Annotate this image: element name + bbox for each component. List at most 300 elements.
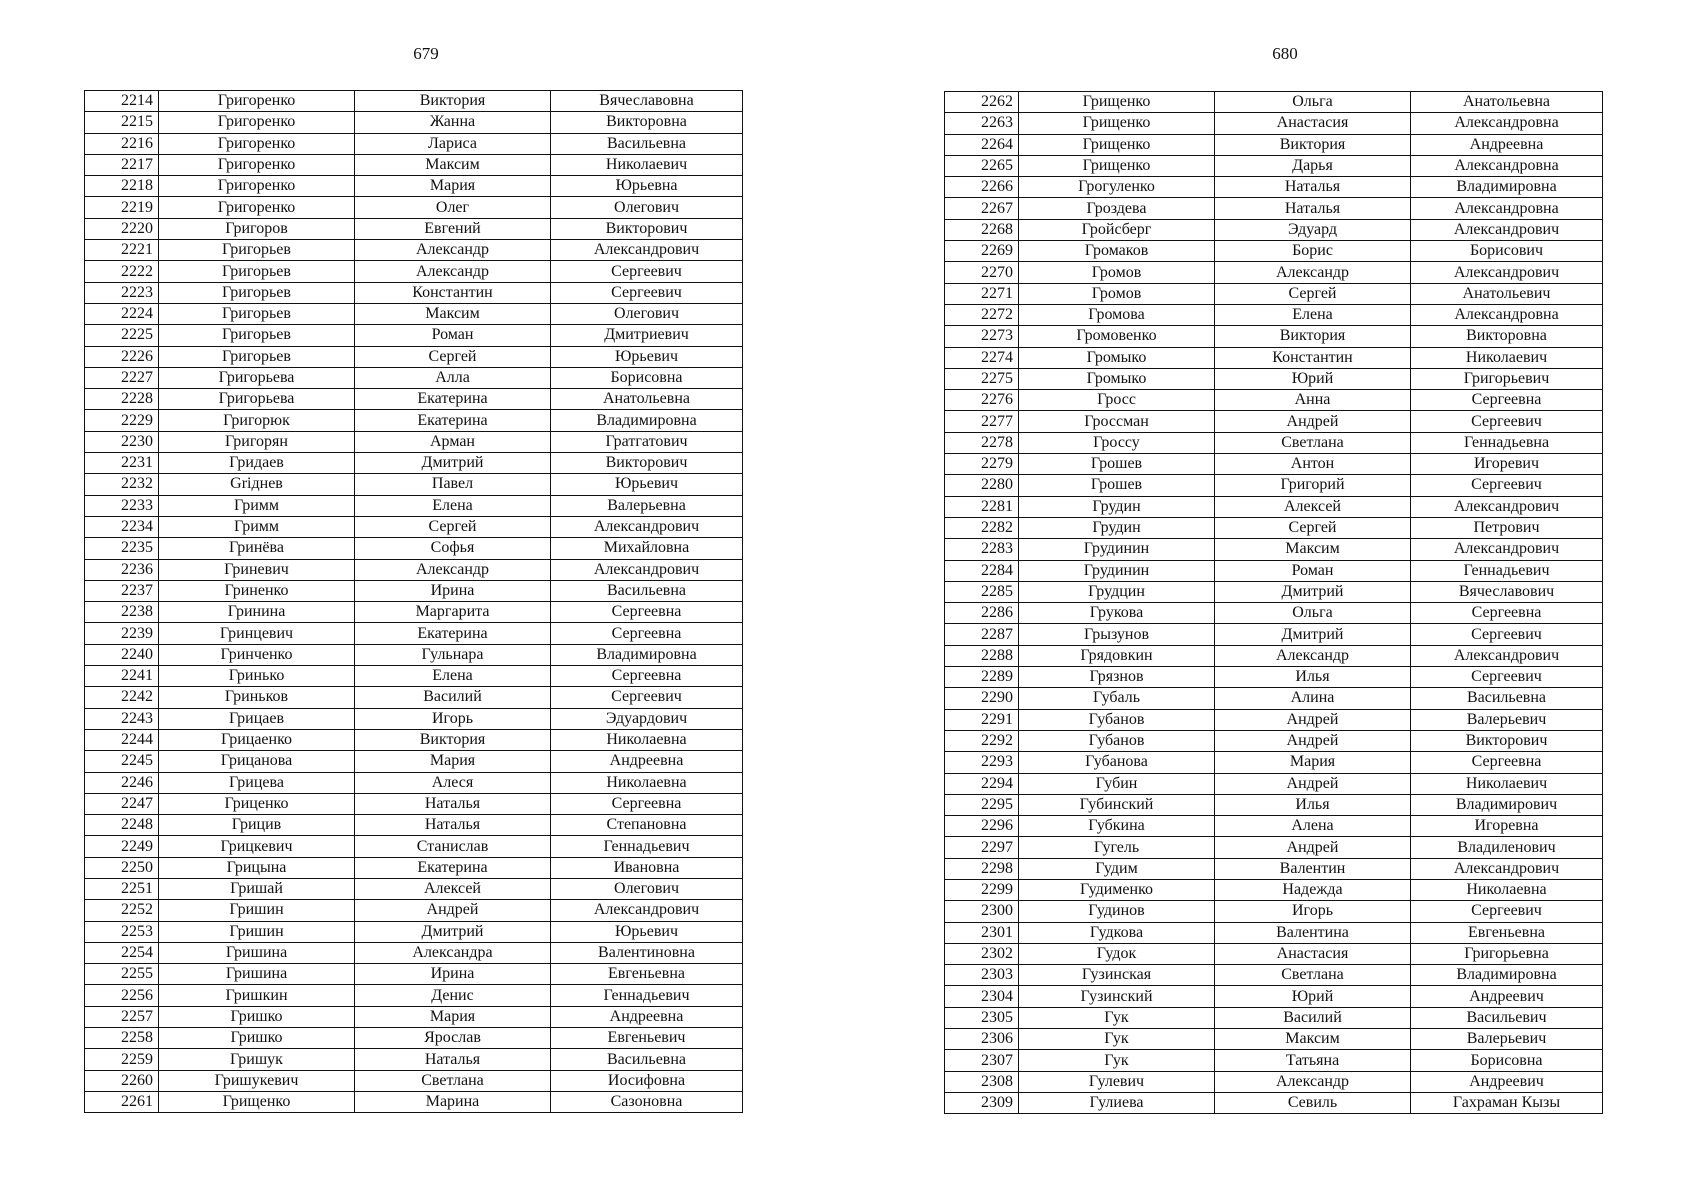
surname-cell: Грошев xyxy=(1019,454,1215,475)
surname-cell: Гринько xyxy=(159,666,355,687)
row-number-cell: 2214 xyxy=(85,91,159,112)
row-number-cell: 2251 xyxy=(85,878,159,899)
first-name-cell: Виктория xyxy=(355,729,551,750)
first-name-cell: Константин xyxy=(1215,347,1411,368)
patronymic-cell: Александрович xyxy=(551,240,743,261)
row-number-cell: 2269 xyxy=(945,241,1019,262)
first-name-cell: Наталья xyxy=(1215,177,1411,198)
table-row xyxy=(85,964,743,985)
row-number-cell: 2277 xyxy=(945,411,1019,432)
names-table-right xyxy=(944,91,1603,1114)
surname-cell: Григоров xyxy=(159,218,355,239)
surname-cell: Гришкин xyxy=(159,985,355,1006)
first-name-cell: Андрей xyxy=(1215,837,1411,858)
patronymic-cell: Валерьевна xyxy=(551,495,743,516)
table-row xyxy=(945,794,1603,815)
patronymic-cell: Викторович xyxy=(551,218,743,239)
row-number-cell: 2291 xyxy=(945,709,1019,730)
row-number-cell: 2245 xyxy=(85,751,159,772)
first-name-cell: Денис xyxy=(355,985,551,1006)
patronymic-cell: Александрович xyxy=(551,900,743,921)
table-row xyxy=(85,197,743,218)
row-number-cell: 2257 xyxy=(85,1006,159,1027)
patronymic-cell: Дмитриевич xyxy=(551,325,743,346)
table-row xyxy=(85,303,743,324)
row-number-cell: 2229 xyxy=(85,410,159,431)
first-name-cell: Ирина xyxy=(355,964,551,985)
first-name-cell: Софья xyxy=(355,538,551,559)
first-name-cell: Андрей xyxy=(1215,411,1411,432)
table-row xyxy=(945,986,1603,1007)
surname-cell: Грукова xyxy=(1019,603,1215,624)
table-row xyxy=(945,730,1603,751)
row-number-cell: 2271 xyxy=(945,283,1019,304)
patronymic-cell: Александрович xyxy=(1411,262,1603,283)
row-number-cell: 2302 xyxy=(945,943,1019,964)
patronymic-cell: Александрович xyxy=(551,516,743,537)
page-number-left: 679 xyxy=(413,44,439,63)
table-row xyxy=(945,454,1603,475)
table-row xyxy=(85,240,743,261)
first-name-cell: Андрей xyxy=(1215,709,1411,730)
table-row xyxy=(945,177,1603,198)
row-number-cell: 2218 xyxy=(85,176,159,197)
row-number-cell: 2240 xyxy=(85,644,159,665)
first-name-cell: Илья xyxy=(1215,667,1411,688)
patronymic-cell: Олегович xyxy=(551,878,743,899)
patronymic-cell: Петрович xyxy=(1411,517,1603,538)
row-number-cell: 2243 xyxy=(85,708,159,729)
patronymic-cell: Гахраман Кызы xyxy=(1411,1092,1603,1113)
first-name-cell: Светлана xyxy=(1215,965,1411,986)
patronymic-cell: Олегович xyxy=(551,197,743,218)
patronymic-cell: Сергеевна xyxy=(1411,603,1603,624)
surname-cell: Губаль xyxy=(1019,688,1215,709)
first-name-cell: Дмитрий xyxy=(1215,624,1411,645)
surname-cell: Гроссман xyxy=(1019,411,1215,432)
surname-cell: Громовенко xyxy=(1019,326,1215,347)
table-row xyxy=(945,922,1603,943)
first-name-cell: Юрий xyxy=(1215,368,1411,389)
surname-cell: Грищенко xyxy=(1019,155,1215,176)
table-body-right xyxy=(945,92,1603,1114)
row-number-cell: 2220 xyxy=(85,218,159,239)
row-number-cell: 2236 xyxy=(85,559,159,580)
surname-cell: Griднев xyxy=(159,474,355,495)
row-number-cell: 2224 xyxy=(85,303,159,324)
patronymic-cell: Александровна xyxy=(1411,155,1603,176)
patronymic-cell: Геннадьевич xyxy=(1411,560,1603,581)
first-name-cell: Виктория xyxy=(355,91,551,112)
row-number-cell: 2215 xyxy=(85,112,159,133)
first-name-cell: Игорь xyxy=(355,708,551,729)
patronymic-cell: Ивановна xyxy=(551,857,743,878)
table-row xyxy=(945,432,1603,453)
table-row xyxy=(945,113,1603,134)
row-number-cell: 2222 xyxy=(85,261,159,282)
row-number-cell: 2225 xyxy=(85,325,159,346)
first-name-cell: Валентин xyxy=(1215,858,1411,879)
patronymic-cell: Валентиновна xyxy=(551,942,743,963)
first-name-cell: Мария xyxy=(355,176,551,197)
surname-cell: Григоренко xyxy=(159,112,355,133)
first-name-cell: Андрей xyxy=(1215,773,1411,794)
table-row xyxy=(85,474,743,495)
surname-cell: Грызунов xyxy=(1019,624,1215,645)
patronymic-cell: Сергеевна xyxy=(551,666,743,687)
patronymic-cell: Борисовна xyxy=(1411,1050,1603,1071)
table-row xyxy=(85,133,743,154)
surname-cell: Грудинин xyxy=(1019,539,1215,560)
table-row xyxy=(85,154,743,175)
table-row xyxy=(945,1029,1603,1050)
patronymic-cell: Вячеславович xyxy=(1411,581,1603,602)
row-number-cell: 2295 xyxy=(945,794,1019,815)
surname-cell: Гримм xyxy=(159,516,355,537)
table-row xyxy=(945,1007,1603,1028)
table-row xyxy=(85,878,743,899)
surname-cell: Грищенко xyxy=(159,1091,355,1112)
first-name-cell: Сергей xyxy=(355,346,551,367)
surname-cell: Грудин xyxy=(1019,517,1215,538)
row-number-cell: 2305 xyxy=(945,1007,1019,1028)
row-number-cell: 2288 xyxy=(945,645,1019,666)
patronymic-cell: Викторович xyxy=(1411,730,1603,751)
surname-cell: Григорьев xyxy=(159,282,355,303)
table-row xyxy=(85,687,743,708)
table-body-left xyxy=(85,91,743,1113)
table-row xyxy=(945,560,1603,581)
first-name-cell: Александр xyxy=(1215,1071,1411,1092)
first-name-cell: Григорий xyxy=(1215,475,1411,496)
first-name-cell: Алексей xyxy=(355,878,551,899)
first-name-cell: Анастасия xyxy=(1215,943,1411,964)
table-row xyxy=(945,965,1603,986)
row-number-cell: 2231 xyxy=(85,453,159,474)
row-number-cell: 2279 xyxy=(945,454,1019,475)
table-row xyxy=(85,389,743,410)
patronymic-cell: Игоревна xyxy=(1411,816,1603,837)
patronymic-cell: Григорьевна xyxy=(1411,943,1603,964)
table-row xyxy=(85,538,743,559)
table-row xyxy=(85,1070,743,1091)
patronymic-cell: Сергеевич xyxy=(551,687,743,708)
table-row xyxy=(945,879,1603,900)
row-number-cell: 2292 xyxy=(945,730,1019,751)
table-row xyxy=(85,91,743,112)
surname-cell: Грицанова xyxy=(159,751,355,772)
surname-cell: Грицына xyxy=(159,857,355,878)
table-row xyxy=(85,942,743,963)
first-name-cell: Гульнара xyxy=(355,644,551,665)
surname-cell: Гринёва xyxy=(159,538,355,559)
patronymic-cell: Сергеевна xyxy=(551,602,743,623)
surname-cell: Гулиева xyxy=(1019,1092,1215,1113)
table-row xyxy=(85,410,743,431)
row-number-cell: 2241 xyxy=(85,666,159,687)
first-name-cell: Сергей xyxy=(1215,517,1411,538)
surname-cell: Грогуленко xyxy=(1019,177,1215,198)
row-number-cell: 2300 xyxy=(945,901,1019,922)
surname-cell: Григорьев xyxy=(159,346,355,367)
first-name-cell: Алина xyxy=(1215,688,1411,709)
patronymic-cell: Викторовна xyxy=(551,112,743,133)
first-name-cell: Лариса xyxy=(355,133,551,154)
first-name-cell: Александр xyxy=(1215,645,1411,666)
first-name-cell: Елена xyxy=(355,666,551,687)
surname-cell: Гришин xyxy=(159,921,355,942)
row-number-cell: 2299 xyxy=(945,879,1019,900)
row-number-cell: 2273 xyxy=(945,326,1019,347)
first-name-cell: Александр xyxy=(355,240,551,261)
surname-cell: Гроссу xyxy=(1019,432,1215,453)
row-number-cell: 2268 xyxy=(945,219,1019,240)
row-number-cell: 2262 xyxy=(945,92,1019,113)
table-row xyxy=(85,346,743,367)
surname-cell: Грицева xyxy=(159,772,355,793)
row-number-cell: 2289 xyxy=(945,667,1019,688)
table-row xyxy=(945,581,1603,602)
row-number-cell: 2304 xyxy=(945,986,1019,1007)
table-row xyxy=(85,1049,743,1070)
first-name-cell: Ольга xyxy=(1215,603,1411,624)
table-row xyxy=(85,112,743,133)
first-name-cell: Роман xyxy=(1215,560,1411,581)
surname-cell: Гулевич xyxy=(1019,1071,1215,1092)
surname-cell: Грошев xyxy=(1019,475,1215,496)
table-row xyxy=(85,836,743,857)
first-name-cell: Екатерина xyxy=(355,410,551,431)
surname-cell: Гудименко xyxy=(1019,879,1215,900)
surname-cell: Гросс xyxy=(1019,390,1215,411)
surname-cell: Гук xyxy=(1019,1007,1215,1028)
patronymic-cell: Геннадьевна xyxy=(1411,432,1603,453)
surname-cell: Гриценко xyxy=(159,793,355,814)
patronymic-cell: Олегович xyxy=(551,303,743,324)
first-name-cell: Арман xyxy=(355,431,551,452)
row-number-cell: 2267 xyxy=(945,198,1019,219)
row-number-cell: 2244 xyxy=(85,729,159,750)
row-number-cell: 2309 xyxy=(945,1092,1019,1113)
patronymic-cell: Юрьевич xyxy=(551,474,743,495)
first-name-cell: Жанна xyxy=(355,112,551,133)
surname-cell: Гришин xyxy=(159,900,355,921)
surname-cell: Грядовкин xyxy=(1019,645,1215,666)
table-row xyxy=(945,517,1603,538)
first-name-cell: Мария xyxy=(355,751,551,772)
first-name-cell: Александр xyxy=(355,261,551,282)
patronymic-cell: Александрович xyxy=(1411,219,1603,240)
first-name-cell: Алена xyxy=(1215,816,1411,837)
row-number-cell: 2246 xyxy=(85,772,159,793)
patronymic-cell: Николаевна xyxy=(1411,879,1603,900)
patronymic-cell: Николаевич xyxy=(1411,773,1603,794)
first-name-cell: Юрий xyxy=(1215,986,1411,1007)
patronymic-cell: Евгеньевна xyxy=(551,964,743,985)
first-name-cell: Максим xyxy=(1215,1029,1411,1050)
surname-cell: Григоренко xyxy=(159,133,355,154)
row-number-cell: 2278 xyxy=(945,432,1019,453)
patronymic-cell: Александрович xyxy=(1411,539,1603,560)
row-number-cell: 2226 xyxy=(85,346,159,367)
table-row xyxy=(945,390,1603,411)
first-name-cell: Антон xyxy=(1215,454,1411,475)
surname-cell: Гудинов xyxy=(1019,901,1215,922)
patronymic-cell: Владиленович xyxy=(1411,837,1603,858)
table-row xyxy=(85,729,743,750)
surname-cell: Грищенко xyxy=(1019,134,1215,155)
surname-cell: Григорьев xyxy=(159,325,355,346)
surname-cell: Громов xyxy=(1019,283,1215,304)
table-row xyxy=(85,559,743,580)
patronymic-cell: Геннадьевич xyxy=(551,985,743,1006)
row-number-cell: 2261 xyxy=(85,1091,159,1112)
table-row xyxy=(945,475,1603,496)
first-name-cell: Наталья xyxy=(355,1049,551,1070)
patronymic-cell: Васильевна xyxy=(1411,688,1603,709)
first-name-cell: Алла xyxy=(355,367,551,388)
table-row xyxy=(945,219,1603,240)
table-row xyxy=(85,431,743,452)
table-row xyxy=(85,900,743,921)
patronymic-cell: Валерьевич xyxy=(1411,1029,1603,1050)
surname-cell: Гройсберг xyxy=(1019,219,1215,240)
first-name-cell: Игорь xyxy=(1215,901,1411,922)
first-name-cell: Максим xyxy=(355,303,551,324)
patronymic-cell: Сергеевич xyxy=(1411,667,1603,688)
row-number-cell: 2237 xyxy=(85,580,159,601)
surname-cell: Громыко xyxy=(1019,368,1215,389)
patronymic-cell: Сергеевич xyxy=(1411,901,1603,922)
patronymic-cell: Михайловна xyxy=(551,538,743,559)
row-number-cell: 2282 xyxy=(945,517,1019,538)
patronymic-cell: Николаевна xyxy=(551,772,743,793)
surname-cell: Гузинская xyxy=(1019,965,1215,986)
row-number-cell: 2219 xyxy=(85,197,159,218)
table-row xyxy=(85,985,743,1006)
surname-cell: Грязнов xyxy=(1019,667,1215,688)
row-number-cell: 2298 xyxy=(945,858,1019,879)
surname-cell: Григорюк xyxy=(159,410,355,431)
surname-cell: Гук xyxy=(1019,1029,1215,1050)
table-row xyxy=(85,453,743,474)
first-name-cell: Елена xyxy=(355,495,551,516)
surname-cell: Гринцевич xyxy=(159,623,355,644)
patronymic-cell: Сергеевич xyxy=(551,261,743,282)
row-number-cell: 2265 xyxy=(945,155,1019,176)
patronymic-cell: Степановна xyxy=(551,815,743,836)
row-number-cell: 2217 xyxy=(85,154,159,175)
patronymic-cell: Александрович xyxy=(1411,496,1603,517)
patronymic-cell: Юрьевич xyxy=(551,346,743,367)
patronymic-cell: Иосифовна xyxy=(551,1070,743,1091)
first-name-cell: Наталья xyxy=(1215,198,1411,219)
row-number-cell: 2274 xyxy=(945,347,1019,368)
surname-cell: Григоренко xyxy=(159,91,355,112)
first-name-cell: Павел xyxy=(355,474,551,495)
table-row xyxy=(945,134,1603,155)
table-row xyxy=(85,772,743,793)
names-table-left xyxy=(84,90,743,1113)
table-row xyxy=(945,496,1603,517)
surname-cell: Григорьев xyxy=(159,240,355,261)
table-row xyxy=(945,347,1603,368)
table-row xyxy=(945,283,1603,304)
surname-cell: Грудцин xyxy=(1019,581,1215,602)
first-name-cell: Андрей xyxy=(355,900,551,921)
table-row xyxy=(85,261,743,282)
table-row xyxy=(945,368,1603,389)
patronymic-cell: Николаевич xyxy=(551,154,743,175)
table-row xyxy=(85,218,743,239)
table-row xyxy=(945,943,1603,964)
patronymic-cell: Николаевич xyxy=(1411,347,1603,368)
table-row xyxy=(85,1028,743,1049)
table-row xyxy=(85,580,743,601)
patronymic-cell: Владимирович xyxy=(1411,794,1603,815)
patronymic-cell: Борисовна xyxy=(551,367,743,388)
row-number-cell: 2252 xyxy=(85,900,159,921)
first-name-cell: Дмитрий xyxy=(355,921,551,942)
patronymic-cell: Юрьевна xyxy=(551,176,743,197)
row-number-cell: 2275 xyxy=(945,368,1019,389)
table-row xyxy=(945,1092,1603,1113)
patronymic-cell: Владимировна xyxy=(1411,177,1603,198)
first-name-cell: Ярослав xyxy=(355,1028,551,1049)
table-row xyxy=(85,708,743,729)
patronymic-cell: Андреевна xyxy=(551,751,743,772)
patronymic-cell: Эдуардович xyxy=(551,708,743,729)
surname-cell: Гудим xyxy=(1019,858,1215,879)
surname-cell: Грищенко xyxy=(1019,113,1215,134)
row-number-cell: 2296 xyxy=(945,816,1019,837)
table-row xyxy=(945,411,1603,432)
first-name-cell: Александра xyxy=(355,942,551,963)
table-row xyxy=(85,793,743,814)
table-row xyxy=(85,367,743,388)
surname-cell: Громаков xyxy=(1019,241,1215,262)
row-number-cell: 2239 xyxy=(85,623,159,644)
surname-cell: Гримм xyxy=(159,495,355,516)
surname-cell: Губкина xyxy=(1019,816,1215,837)
patronymic-cell: Владимировна xyxy=(551,410,743,431)
row-number-cell: 2286 xyxy=(945,603,1019,624)
surname-cell: Григоренко xyxy=(159,154,355,175)
surname-cell: Грицив xyxy=(159,815,355,836)
surname-cell: Гук xyxy=(1019,1050,1215,1071)
row-number-cell: 2266 xyxy=(945,177,1019,198)
page-number-right: 680 xyxy=(1272,44,1298,63)
surname-cell: Григорян xyxy=(159,431,355,452)
surname-cell: Губанова xyxy=(1019,752,1215,773)
first-name-cell: Светлана xyxy=(1215,432,1411,453)
first-name-cell: Максим xyxy=(1215,539,1411,560)
table-row xyxy=(85,516,743,537)
surname-cell: Грудин xyxy=(1019,496,1215,517)
patronymic-cell: Сазоновна xyxy=(551,1091,743,1112)
patronymic-cell: Васильевна xyxy=(551,133,743,154)
surname-cell: Губанов xyxy=(1019,730,1215,751)
patronymic-cell: Юрьевич xyxy=(551,921,743,942)
first-name-cell: Екатерина xyxy=(355,623,551,644)
patronymic-cell: Владимировна xyxy=(1411,965,1603,986)
row-number-cell: 2301 xyxy=(945,922,1019,943)
first-name-cell: Светлана xyxy=(355,1070,551,1091)
table-row xyxy=(945,688,1603,709)
surname-cell: Григорьева xyxy=(159,389,355,410)
surname-cell: Громыко xyxy=(1019,347,1215,368)
first-name-cell: Роман xyxy=(355,325,551,346)
